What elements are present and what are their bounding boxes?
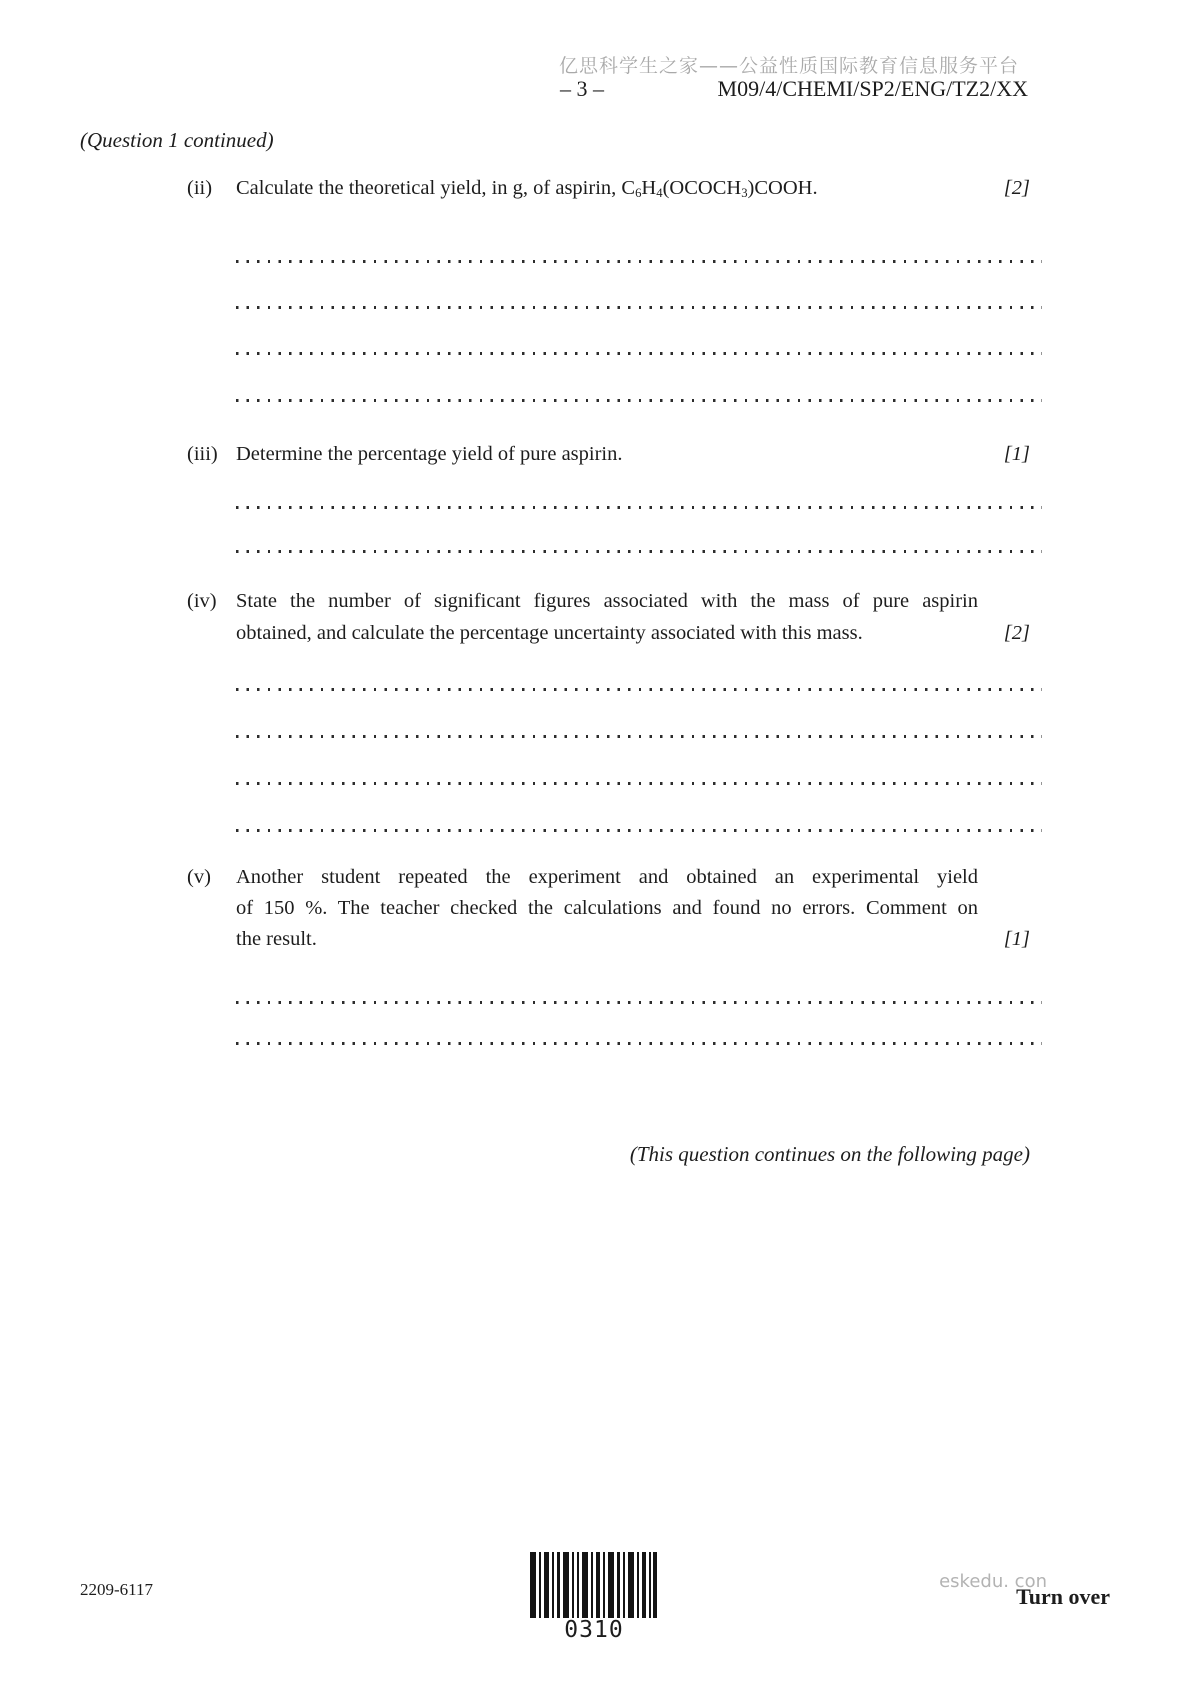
answer-line	[236, 1001, 1042, 1004]
answer-line	[236, 352, 1042, 355]
question-continues-note: (This question continues on the following page)	[629, 1142, 1030, 1166]
formula-subscript: 6	[635, 186, 642, 201]
question-iv-text	[236, 590, 978, 645]
question-v-marks: [1]	[1003, 928, 1030, 950]
barcode-value: 0310	[564, 1617, 624, 1643]
question-ii-label: (ii)	[187, 177, 213, 199]
question-ii-text-mid: (OCOCH	[662, 177, 742, 199]
answer-line	[236, 550, 1042, 553]
question-iv-line-1: State the number of significant figures associated with the mass of pure aspirin	[236, 590, 978, 612]
question-v-text	[236, 866, 978, 951]
answer-line	[236, 829, 1042, 832]
question-continued-note: (Question 1 continued)	[80, 128, 274, 152]
answer-line	[236, 735, 1042, 738]
formula-subscript: 4	[656, 186, 663, 201]
question-ii-marks: [2]	[1003, 177, 1030, 199]
paper-code: M09/4/CHEMI/SP2/ENG/TZ2/XX	[717, 76, 1028, 101]
question-v-label: (v)	[187, 866, 211, 888]
question-v-line-1: Another student repeated the experiment and obtained an experimental yield	[236, 866, 978, 888]
answer-line	[236, 306, 1042, 309]
question-iii-marks: [1]	[1003, 443, 1030, 465]
document-code: 2209-6117	[80, 1580, 154, 1599]
answer-line	[236, 399, 1042, 402]
question-ii-text-pre: Calculate the theoretical yield, in g, of aspirin, C	[236, 177, 636, 199]
answer-line	[236, 506, 1042, 509]
answer-line	[236, 1042, 1042, 1045]
question-iv-line-2: obtained, and calculate the percentage uncertainty associated with this mass.	[236, 622, 863, 644]
question-iv-label: (iv)	[187, 590, 217, 612]
answer-line	[236, 782, 1042, 785]
question-ii-text-h: H	[641, 177, 657, 199]
bottom-watermark: eskedu. con	[939, 1571, 1047, 1592]
question-iv-marks: [2]	[1003, 622, 1030, 644]
question-ii-text-end: )COOH.	[747, 177, 818, 199]
page-number: – 3 –	[560, 76, 604, 101]
barcode	[530, 1552, 658, 1623]
formula-subscript: 3	[741, 186, 748, 201]
question-iii-label: (iii)	[187, 443, 218, 465]
answer-line	[236, 260, 1042, 263]
question-ii-text	[236, 177, 978, 200]
question-v-line-2: of 150 %. The teacher checked the calculations and found no errors. Comment on	[236, 897, 978, 919]
question-iii-text: Determine the percentage yield of pure aspirin.	[236, 443, 623, 465]
question-v-line-3: the result.	[236, 928, 317, 950]
top-watermark: 亿思科学生之家——公益性质国际教育信息服务平台	[558, 55, 1019, 77]
answer-line	[236, 688, 1042, 691]
barcode-icon	[530, 1552, 658, 1618]
turn-over-label: Turn over	[1016, 1584, 1110, 1609]
